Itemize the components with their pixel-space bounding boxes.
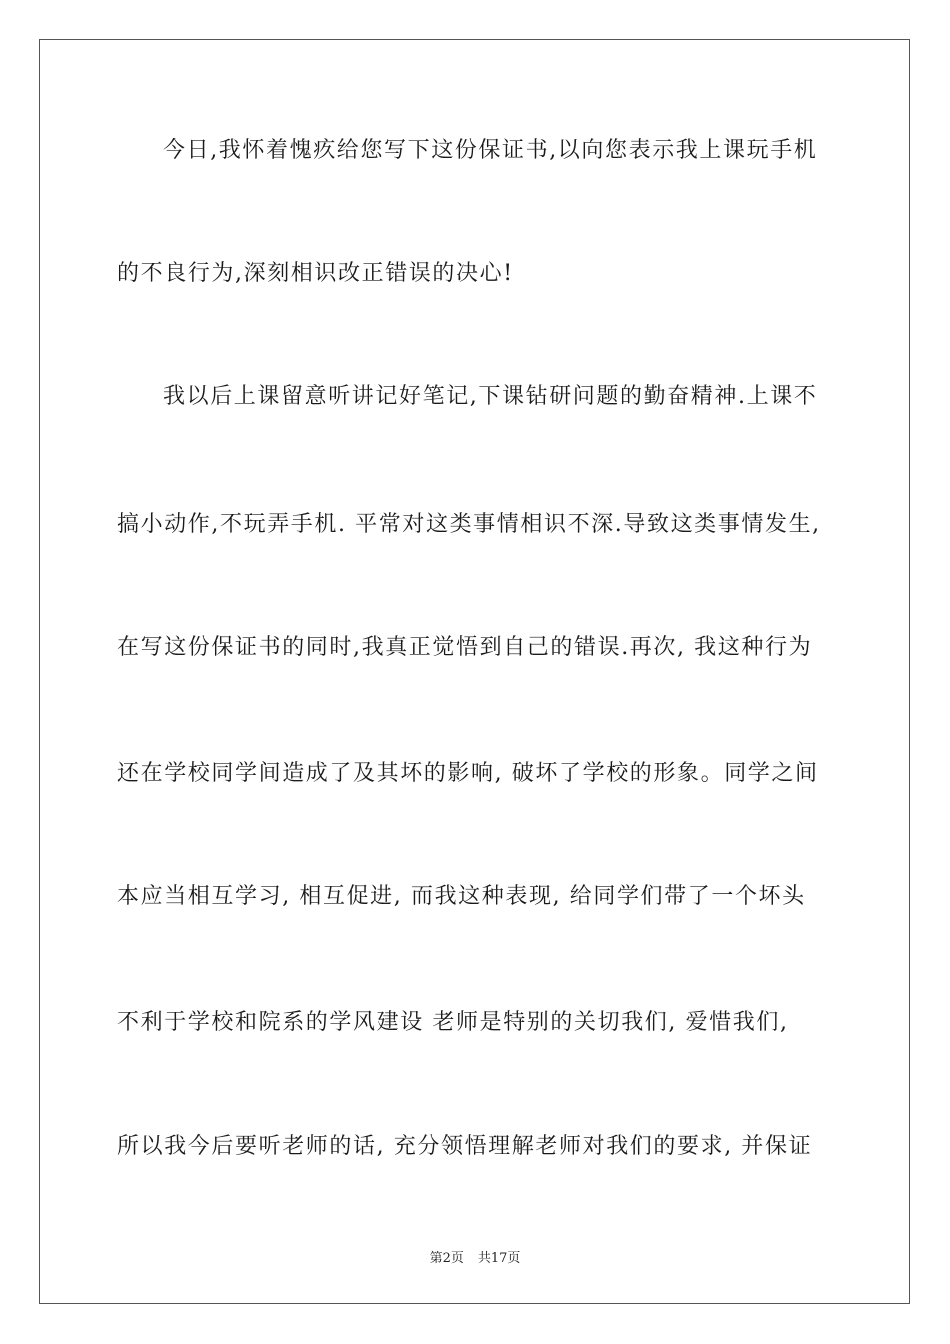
text-line-8: 不利于学校和院系的学风建设 老师是特别的关切我们, 爱惜我们, [117, 1010, 789, 1035]
page-footer [0, 1247, 950, 1266]
text-line-7: 本应当相互学习, 相互促进, 而我这种表现, 给同学们带了一个坏头 [117, 884, 806, 909]
page-total: 共17页 [477, 1251, 521, 1266]
text-line-2: 的不良行为,深刻相识改正错误的决心! [117, 261, 514, 286]
text-line-3: 我以后上课留意听讲记好笔记,下课钻研问题的勤奋精神.上课不 [163, 384, 818, 409]
page-border [39, 39, 910, 1304]
text-line-4: 搞小动作,不玩弄手机. 平常对这类事情相识不深.导致这类事情发生, [117, 512, 821, 537]
text-line-1: 今日,我怀着愧疚给您写下这份保证书,以向您表示我上课玩手机 [163, 138, 818, 163]
text-line-9: 所以我今后要听老师的话, 充分领悟理解老师对我们的要求, 并保证 [117, 1134, 813, 1159]
text-line-5: 在写这份保证书的同时,我真正觉悟到自己的错误.再次, 我这种行为 [117, 635, 813, 660]
text-line-6: 还在学校同学间造成了及其坏的影响, 破坏了学校的形象。同学之间 [117, 761, 819, 786]
page-number: 第2页 [429, 1251, 464, 1266]
